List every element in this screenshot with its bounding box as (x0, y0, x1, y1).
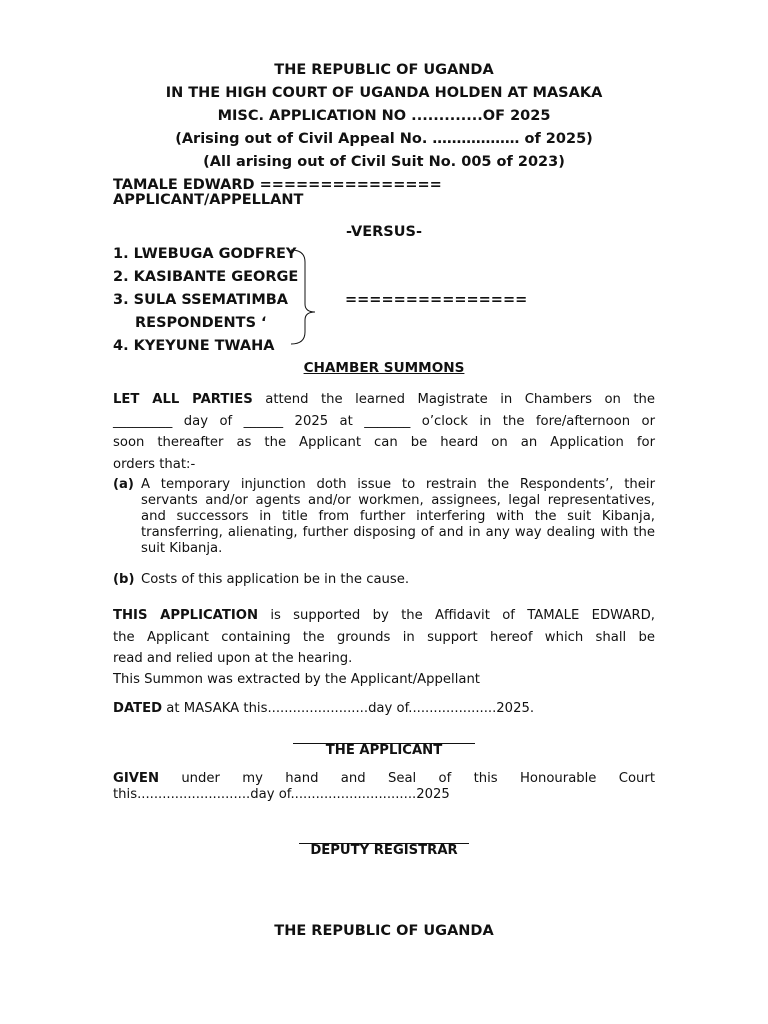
given-line-1 (113, 771, 655, 787)
given-lead: GIVEN (113, 771, 159, 786)
header-republic: THE REPUBLIC OF UGANDA (274, 62, 494, 78)
summons-line-4: orders that:- (113, 456, 196, 472)
summons-lead: LET ALL PARTIES (113, 392, 253, 407)
order-text-b: Costs of this application be in the cause. (141, 572, 410, 587)
footer-republic: THE REPUBLIC OF UGANDA (274, 923, 494, 939)
respondents-equals: =============== (345, 292, 528, 308)
support-paragraph (113, 605, 655, 670)
support-line-2: the Applicant containing the grounds in support hereof which shall be (113, 629, 655, 645)
header-arising-appeal: (Arising out of Civil Appeal No. ……………… of 2025) (175, 131, 593, 147)
respondent-3: 3. SULA SSEMATIMBA (113, 292, 289, 308)
applicant-signature-label: THE APPLICANT (325, 743, 443, 758)
applicant-role: APPLICANT/APPELLANT (113, 192, 304, 208)
support-line-1-rest: is supported by the Affidavit of TAMALE EDWARD, (258, 608, 656, 623)
header-arising-suit: (All arising out of Civil Suit No. 005 of 2023) (203, 154, 565, 170)
support-line-3: read and relied upon at the hearing. (113, 651, 353, 666)
dated-rest: at MASAKA this........................day of.....................2025. (162, 701, 535, 716)
order-label-a: (a) (113, 477, 134, 492)
summons-line-1-rest: attend the learned Magistrate in Chambers on the (252, 392, 655, 407)
versus-label: -VERSUS- (346, 224, 422, 240)
summons-paragraph (113, 389, 655, 475)
respondent-4: 4. KYEYUNE TWAHA (113, 338, 275, 354)
given-paragraph (113, 771, 655, 803)
support-line-1 (113, 605, 655, 627)
order-item-a (113, 477, 655, 557)
summons-line-2: _________ day of ______ 2025 at _______ o’clock in the fore/afternoon or (113, 413, 655, 429)
order-label-b: (b) (113, 572, 135, 587)
right-brace-icon (289, 248, 319, 346)
respondents-role: RESPONDENTS ‘ (135, 315, 267, 331)
summons-line-1 (113, 389, 655, 411)
support-lead: THIS APPLICATION (113, 608, 259, 623)
applicant-name: TAMALE EDWARD =============== (113, 177, 442, 193)
dated-line (113, 701, 534, 716)
document-title: CHAMBER SUMMONS (303, 360, 465, 376)
extracted-by-line: This Summon was extracted by the Applicant/Appellant (113, 672, 480, 687)
header-misc-application: MISC. APPLICATION NO .............OF 2025 (217, 108, 551, 124)
order-text-a: A temporary injunction doth issue to restrain the Respondents’, their servants and/or agents and/or workmen, assignees, legal representatives, and successors in title from further interfering with the suit Kibanja, transferring, alienating, further disposing of and in any way dealing with the suit Kibanja. (141, 477, 655, 556)
given-line-2: this...........................day of..............................2025 (113, 787, 450, 802)
respondent-1: 1. LWEBUGA GODFREY (113, 246, 297, 262)
header-court: IN THE HIGH COURT OF UGANDA HOLDEN AT MASAKA (165, 85, 603, 101)
registrar-signature-label: DEPUTY REGISTRAR (310, 843, 458, 858)
given-line-1-rest: under my hand and Seal of this Honourable Court (158, 771, 655, 786)
summons-line-3: soon thereafter as the Applicant can be heard on an Application for (113, 435, 655, 450)
dated-lead: DATED (113, 701, 163, 716)
order-item-b (113, 572, 655, 588)
respondent-2: 2. KASIBANTE GEORGE (113, 269, 299, 285)
